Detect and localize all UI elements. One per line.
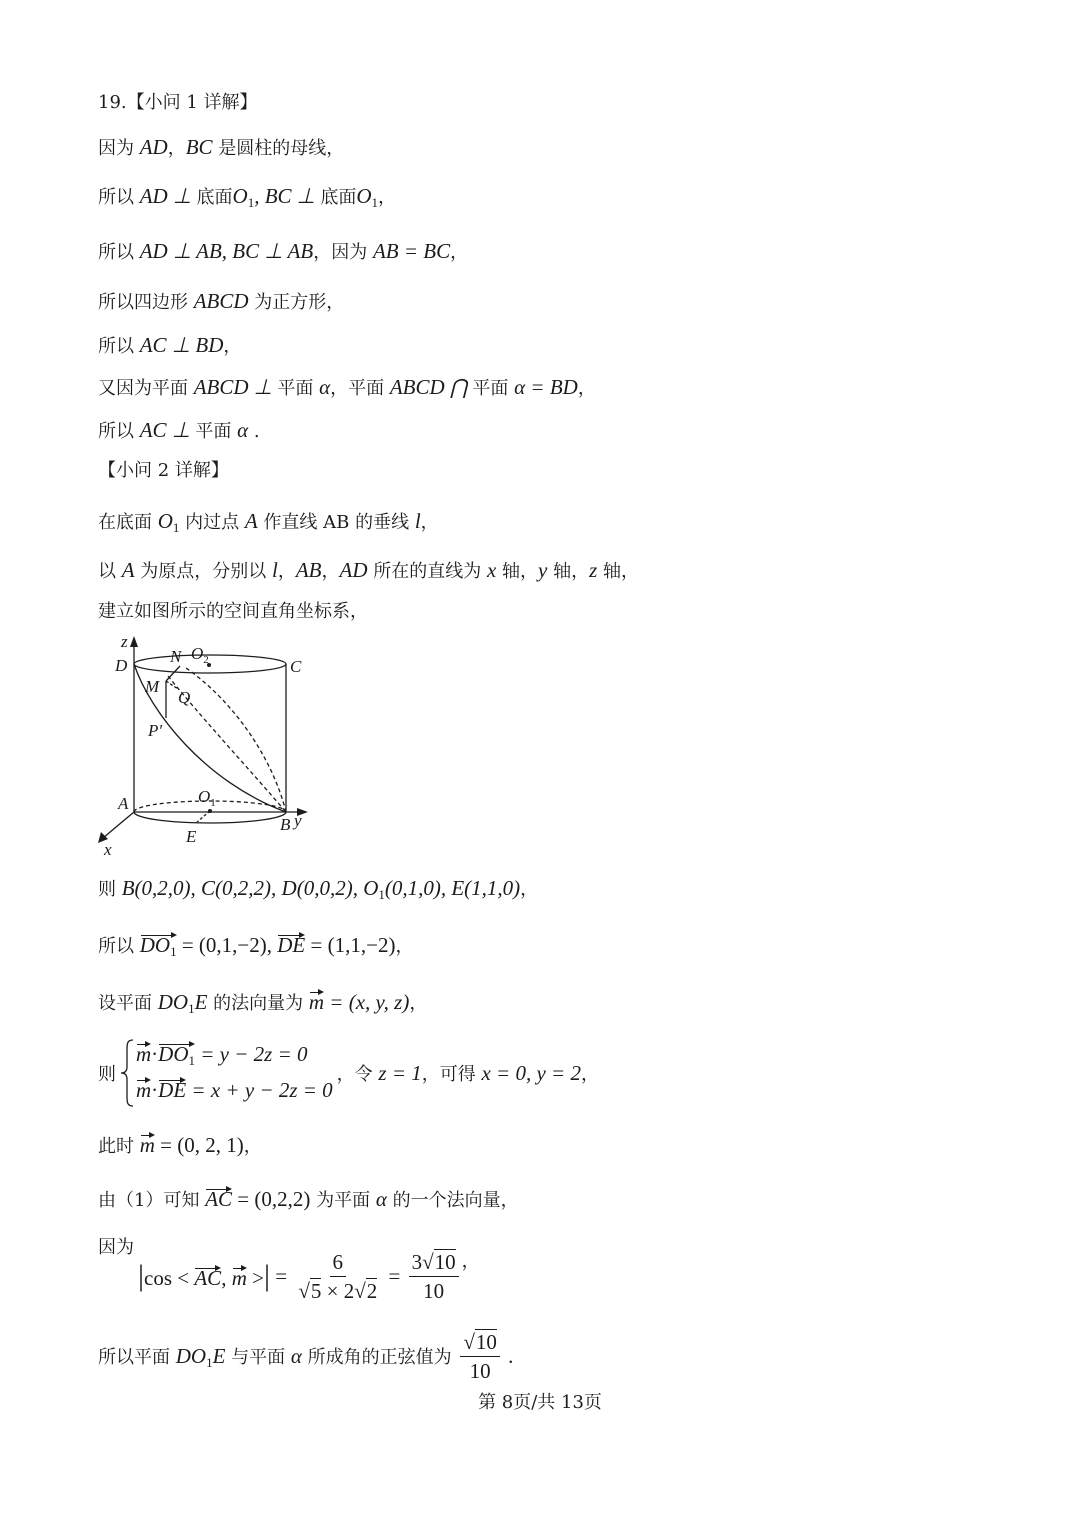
part2-heading: 【小问 2 详解】 bbox=[98, 460, 229, 481]
point-o1 bbox=[208, 809, 212, 813]
math: α = BD bbox=[514, 375, 578, 399]
equals-sign: = bbox=[383, 1263, 406, 1288]
text: ， bbox=[580, 1064, 599, 1085]
math: E bbox=[194, 990, 208, 1014]
part1-line-5 bbox=[98, 331, 241, 361]
radicand: 10 bbox=[434, 1249, 456, 1274]
math: α bbox=[319, 375, 331, 399]
vector-ac bbox=[194, 1267, 221, 1291]
cosine-abs-expression bbox=[138, 1261, 270, 1291]
z-axis-arrowhead bbox=[130, 636, 138, 647]
text: 轴， bbox=[496, 561, 539, 582]
text: 轴， bbox=[547, 561, 590, 582]
subscript: 1 bbox=[206, 1355, 213, 1370]
text: 作直线 AB 的垂线 bbox=[257, 512, 415, 533]
text: 设平面 bbox=[98, 993, 158, 1014]
math: α bbox=[237, 418, 249, 442]
label-e: E bbox=[186, 827, 197, 846]
math: ABCD bbox=[193, 289, 249, 313]
abs-bar-right: | bbox=[263, 1259, 270, 1292]
left-brace bbox=[120, 1038, 134, 1108]
label-m: M bbox=[145, 677, 160, 696]
math: = (0, 2, 1) bbox=[154, 1133, 244, 1157]
label-o1-letter: O bbox=[198, 787, 211, 806]
text: 是圆柱的母线， bbox=[212, 138, 345, 159]
text: 所以 bbox=[98, 936, 140, 957]
math: = (x, y, z) bbox=[324, 990, 410, 1014]
math: AD bbox=[139, 135, 168, 159]
equals-sign: = bbox=[269, 1263, 293, 1288]
math: x = 0, y = 2 bbox=[481, 1061, 581, 1085]
cylinder-coordinate-figure bbox=[90, 628, 320, 862]
text: 所以 bbox=[98, 187, 140, 208]
math: AD ⊥ bbox=[139, 184, 197, 208]
math: AC bbox=[205, 1187, 233, 1211]
math: DE bbox=[277, 933, 306, 957]
math: z bbox=[589, 558, 598, 582]
text: ， bbox=[243, 1136, 262, 1157]
math: m bbox=[231, 1266, 247, 1290]
text: 为正方形， bbox=[248, 292, 345, 313]
numerator bbox=[460, 1330, 500, 1357]
label-o1 bbox=[198, 787, 216, 809]
text: ， bbox=[450, 242, 469, 263]
math: m bbox=[308, 990, 325, 1014]
vector-m bbox=[140, 1134, 155, 1158]
math: DO bbox=[175, 1344, 207, 1368]
text: 的一个法向量， bbox=[386, 1190, 519, 1211]
equation-1 bbox=[136, 1038, 333, 1072]
part2-coordinates-line bbox=[98, 874, 538, 904]
subscript: 1 bbox=[371, 195, 379, 210]
text: 为平面 bbox=[310, 1190, 376, 1211]
math: = (0,2,2) bbox=[232, 1187, 311, 1211]
part1-line-7 bbox=[98, 416, 260, 446]
part2-line-2 bbox=[98, 556, 639, 586]
subscript: 1 bbox=[170, 944, 177, 959]
part2-m-result-line bbox=[98, 1131, 262, 1161]
text: ， bbox=[321, 561, 340, 582]
denominator bbox=[295, 1277, 380, 1303]
math: y bbox=[538, 558, 548, 582]
math: B(0,2,0), C(0,2,2), D(0,0,2), O bbox=[121, 876, 379, 900]
conclusion-text bbox=[98, 1343, 457, 1369]
sqrt-sign: √ bbox=[463, 1329, 475, 1354]
math: α bbox=[375, 1187, 387, 1211]
subscript: 1 bbox=[247, 195, 255, 210]
label-b: B bbox=[280, 815, 291, 834]
math: AD ⊥ AB, BC ⊥ AB bbox=[139, 239, 314, 263]
label-o2-sub: 2 bbox=[203, 654, 209, 666]
subscript: 1 bbox=[378, 887, 385, 902]
math: , bbox=[221, 1266, 232, 1290]
text: 平面 bbox=[195, 421, 238, 442]
math: 3 bbox=[411, 1249, 423, 1274]
text: 所以四边形 bbox=[98, 292, 194, 313]
text: ， bbox=[420, 512, 439, 533]
math: AB bbox=[295, 558, 322, 582]
label-d: D bbox=[115, 656, 128, 675]
label-a: A bbox=[118, 794, 129, 813]
math: l bbox=[272, 558, 278, 582]
math: DO bbox=[158, 1042, 189, 1066]
math: DO bbox=[139, 933, 171, 957]
sqrt-sign: √ bbox=[298, 1278, 310, 1303]
vector-de bbox=[277, 934, 305, 958]
text: 所成角的正弦值为 bbox=[301, 1347, 458, 1368]
text: . bbox=[248, 421, 260, 442]
comma: ， bbox=[461, 1251, 480, 1272]
text: 轴， bbox=[597, 561, 640, 582]
part2-line-1 bbox=[98, 507, 439, 537]
part2-vectors-line bbox=[98, 931, 413, 961]
part1-line-3 bbox=[98, 237, 468, 267]
math: DO bbox=[157, 990, 189, 1014]
math: ABCD ⊥ bbox=[193, 375, 278, 399]
math: , BC ⊥ bbox=[254, 184, 321, 208]
math: · bbox=[151, 1078, 159, 1102]
numerator bbox=[409, 1250, 459, 1277]
part2-ac-normal-line bbox=[98, 1185, 519, 1215]
text: ，令 bbox=[336, 1064, 379, 1085]
text: 底面 bbox=[320, 187, 357, 208]
math: BC bbox=[185, 135, 213, 159]
vector-m bbox=[136, 1079, 151, 1103]
numerator bbox=[330, 1250, 347, 1277]
math: × 2 bbox=[321, 1278, 355, 1303]
sqrt-sign: √ bbox=[422, 1249, 434, 1274]
text: 与平面 bbox=[225, 1347, 291, 1368]
math: ABCD ⋂ bbox=[389, 375, 473, 399]
text: ， bbox=[378, 187, 397, 208]
text: ， bbox=[577, 378, 596, 399]
denominator bbox=[420, 1277, 447, 1303]
math: · bbox=[151, 1042, 159, 1066]
label-o1-sub: 1 bbox=[210, 797, 216, 809]
vector-m bbox=[309, 991, 324, 1015]
segment-mq bbox=[166, 681, 178, 689]
label-o2 bbox=[191, 644, 209, 666]
math: E bbox=[212, 1344, 226, 1368]
label-x: x bbox=[104, 840, 112, 859]
denominator bbox=[467, 1357, 494, 1383]
vector-do1 bbox=[140, 934, 177, 958]
math: 6 bbox=[332, 1249, 344, 1274]
text: 为原点，分别以 bbox=[134, 561, 273, 582]
equation-2 bbox=[136, 1074, 333, 1108]
math: (0,1,0), E(1,1,0) bbox=[384, 876, 521, 900]
text: 由（1）可知 bbox=[98, 1190, 206, 1211]
text: 所以 bbox=[98, 421, 140, 442]
math: x bbox=[486, 558, 497, 582]
math: = (0,1,−2), bbox=[176, 933, 278, 957]
text: 所在的直线为 bbox=[367, 561, 487, 582]
text: 则 bbox=[98, 879, 122, 900]
part2-conclusion-line bbox=[98, 1327, 513, 1385]
text: ， bbox=[409, 993, 428, 1014]
math: A bbox=[121, 558, 135, 582]
answer-fraction bbox=[460, 1330, 500, 1383]
text: 以 bbox=[98, 561, 122, 582]
label-z: z bbox=[121, 632, 128, 651]
math: l bbox=[414, 509, 421, 533]
label-c: C bbox=[290, 657, 302, 676]
part1-line-1 bbox=[98, 133, 344, 163]
part1-line-4 bbox=[98, 287, 344, 317]
sqrt-sign: √ bbox=[354, 1278, 366, 1303]
math: = x + y − 2z = 0 bbox=[186, 1078, 333, 1102]
math: AC ⊥ bbox=[139, 418, 196, 442]
math: AC ⊥ BD bbox=[139, 333, 224, 357]
part1-line-2 bbox=[98, 182, 396, 212]
part2-line-3: 建立如图所示的空间直角坐标系， bbox=[98, 601, 368, 622]
radicand: 5 bbox=[310, 1278, 322, 1303]
vector-de bbox=[158, 1079, 186, 1103]
text: 平面 bbox=[277, 378, 320, 399]
vector-m bbox=[136, 1043, 151, 1067]
vector-do1 bbox=[158, 1043, 195, 1067]
label-q: Q bbox=[178, 688, 191, 707]
fraction-3root10-over-10 bbox=[409, 1250, 459, 1303]
subscript: 1 bbox=[188, 1053, 196, 1068]
segment-nm bbox=[166, 666, 180, 681]
period: . bbox=[502, 1343, 514, 1368]
text: 所以平面 bbox=[98, 1347, 176, 1368]
math: cos < bbox=[144, 1266, 195, 1290]
vector-m bbox=[232, 1267, 247, 1291]
math: α bbox=[290, 1344, 302, 1368]
bottom-base-front-arc bbox=[134, 812, 286, 823]
text: ，因为 bbox=[313, 242, 373, 263]
text: 在底面 bbox=[98, 512, 158, 533]
text: ， bbox=[395, 936, 414, 957]
equation-system bbox=[98, 1038, 599, 1108]
subscript: 1 bbox=[172, 520, 180, 535]
text: ， bbox=[223, 336, 242, 357]
math: z = 1 bbox=[378, 1061, 422, 1085]
part1-line-6 bbox=[98, 373, 596, 403]
math: m bbox=[136, 1042, 152, 1066]
math: O bbox=[356, 184, 372, 208]
segment-o1e bbox=[197, 811, 210, 822]
cosine-formula bbox=[138, 1247, 480, 1305]
math: AB = BC bbox=[372, 239, 451, 263]
text: 又因为平面 bbox=[98, 378, 194, 399]
part2-normal-vector-line bbox=[98, 988, 427, 1018]
text: 因为 bbox=[98, 138, 140, 159]
math: m bbox=[136, 1078, 152, 1102]
math: = (1,1,−2) bbox=[305, 933, 396, 957]
math: DE bbox=[158, 1078, 187, 1102]
text: 此时 bbox=[98, 1136, 140, 1157]
text: 底面 bbox=[196, 187, 233, 208]
part1-heading: 19.【小问 1 详解】 bbox=[98, 92, 258, 113]
subscript: 1 bbox=[188, 1001, 195, 1016]
text: ， bbox=[520, 879, 539, 900]
label-o2-letter: O bbox=[191, 644, 204, 663]
radicand: 10 bbox=[475, 1329, 497, 1354]
x-axis bbox=[103, 812, 134, 838]
fraction-6-over-root bbox=[295, 1250, 380, 1303]
math: O bbox=[232, 184, 248, 208]
text: ，平面 bbox=[330, 378, 390, 399]
math: = y − 2z = 0 bbox=[195, 1042, 308, 1066]
math: A bbox=[244, 509, 258, 533]
text: ， bbox=[277, 561, 296, 582]
radicand: 2 bbox=[366, 1278, 378, 1303]
text: 的法向量为 bbox=[207, 993, 309, 1014]
system-tail bbox=[337, 1060, 599, 1086]
text: 内过点 bbox=[179, 512, 245, 533]
system-lead: 则 bbox=[98, 1064, 116, 1085]
label-n: N bbox=[170, 647, 182, 666]
text: 平面 bbox=[472, 378, 515, 399]
math: AC bbox=[194, 1266, 222, 1290]
label-p-prime: P′ bbox=[148, 721, 163, 740]
text: ， bbox=[167, 138, 186, 159]
part2-because-label: 因为 bbox=[98, 1237, 134, 1258]
system-equations bbox=[136, 1038, 333, 1108]
math: 10 bbox=[423, 1278, 445, 1303]
math: > bbox=[246, 1266, 264, 1290]
math: O bbox=[157, 509, 173, 533]
page-footer: 第 8页/共 13页 bbox=[478, 1392, 602, 1413]
text: 所以 bbox=[98, 242, 140, 263]
math: m bbox=[139, 1133, 155, 1157]
label-y: y bbox=[294, 811, 302, 830]
math: AD bbox=[339, 558, 368, 582]
text: ，可得 bbox=[421, 1064, 482, 1085]
math: 10 bbox=[469, 1358, 491, 1383]
abs-bar-left: | bbox=[138, 1259, 145, 1292]
vector-ac bbox=[205, 1188, 232, 1212]
text: 所以 bbox=[98, 336, 140, 357]
